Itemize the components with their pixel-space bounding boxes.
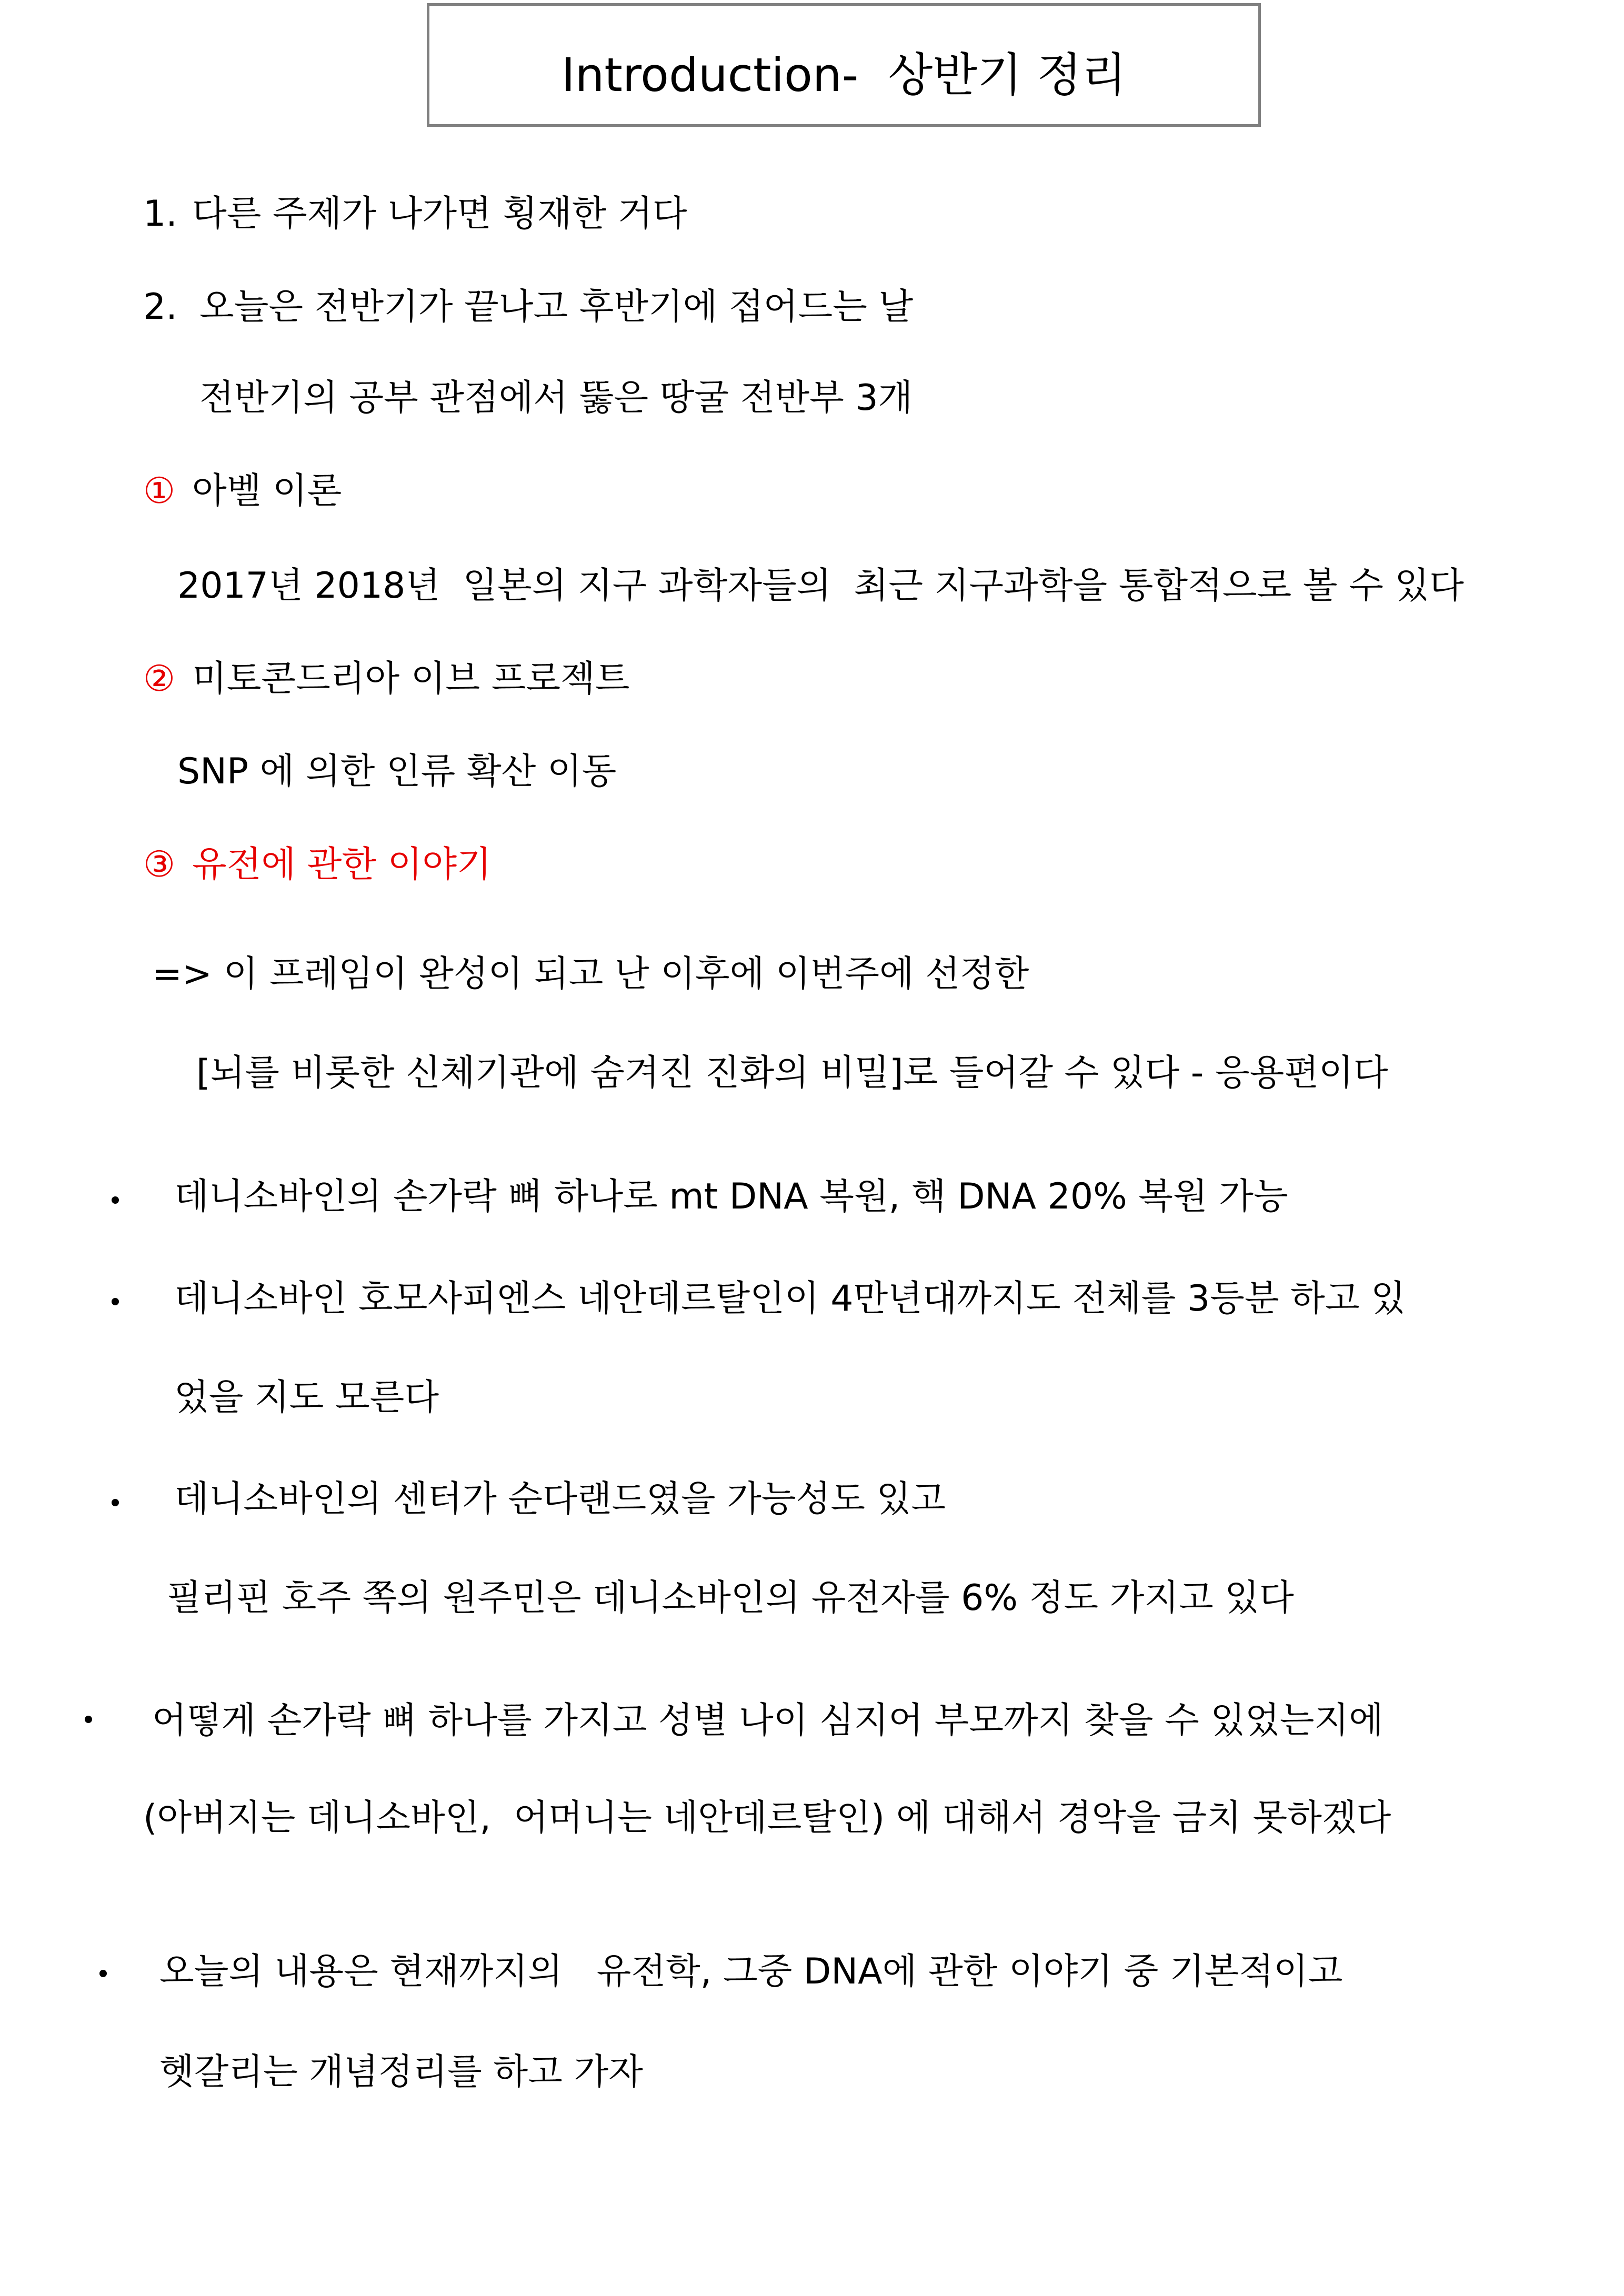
- bullet-icon: [112, 1196, 119, 1204]
- conclusion-line: [뇌를 비롯한 신체기관에 숨겨진 진화의 비밀]로 들어갈 수 있다 - 응용편이다: [196, 1052, 1388, 1094]
- bullet-text: 데니소바인 호모사피엔스 네안데르탈인이 4만년대까지도 전체를 3등분 하고 있: [174, 1278, 1406, 1320]
- conclusion-line: => 이 프레임이 완성이 되고 난 이후에 이번주에 선정한: [152, 953, 1029, 995]
- bullet-text-continuation: 필리핀 호주 쪽의 원주민은 데니소바인의 유전자를 6% 정도 가지고 있다: [167, 1577, 1294, 1619]
- bullet-text-continuation: (아버지는 데니소바인, 어머니는 네안데르탈인) 에 대해서 경악을 금치 못하겠다: [143, 1797, 1391, 1839]
- bullet-text: 데니소바인의 손가락 뼈 하나로 mt DNA 복원, 핵 DNA 20% 복원 가능: [174, 1176, 1288, 1217]
- topic-detail: 2017년 2018년 일본의 지구 과학자들의 최근 지구과학을 통합적으로 볼 수 있다: [177, 565, 1464, 607]
- item-text: 다른 주제가 나가면 횡재한 거다: [192, 193, 687, 235]
- item-text: 오늘은 전반기가 끝나고 후반기에 접어드는 날: [199, 286, 914, 328]
- item-continuation: 전반기의 공부 관점에서 뚫은 땅굴 전반부 3개: [199, 377, 913, 419]
- title-box: [427, 3, 1261, 127]
- topic-marker: ①: [143, 470, 175, 512]
- topic-label-highlighted: 유전에 관한 이야기: [192, 844, 492, 885]
- topic-label: 아벨 이론: [192, 470, 342, 512]
- topic-marker: ②: [143, 658, 175, 700]
- bullet-icon: [85, 1716, 92, 1723]
- bullet-text-continuation: 헷갈리는 개념정리를 하고 가자: [159, 2051, 643, 2093]
- bullet-text: 오늘의 내용은 현재까지의 유전학, 그중 DNA에 관한 이야기 중 기본적이고: [159, 1951, 1343, 1992]
- bullet-icon: [99, 1970, 107, 1977]
- topic-detail: SNP 에 의한 인류 확산 이동: [177, 751, 617, 792]
- bullet-icon: [112, 1298, 119, 1305]
- page-title: Introduction- 상반기 정리: [561, 48, 1127, 103]
- bullet-text: 어떻게 손가락 뼈 하나를 가지고 성별 나이 심지어 부모까지 찾을 수 있었는지에: [152, 1700, 1384, 1741]
- bullet-icon: [112, 1499, 119, 1506]
- bullet-text: 데니소바인의 센터가 순다랜드였을 가능성도 있고: [174, 1478, 946, 1520]
- item-number: 2.: [143, 286, 177, 328]
- topic-label: 미토콘드리아 이브 프로젝트: [192, 658, 630, 700]
- bullet-text-continuation: 었을 지도 모른다: [174, 1377, 439, 1418]
- topic-marker: ③: [143, 844, 175, 885]
- item-number: 1.: [143, 193, 177, 235]
